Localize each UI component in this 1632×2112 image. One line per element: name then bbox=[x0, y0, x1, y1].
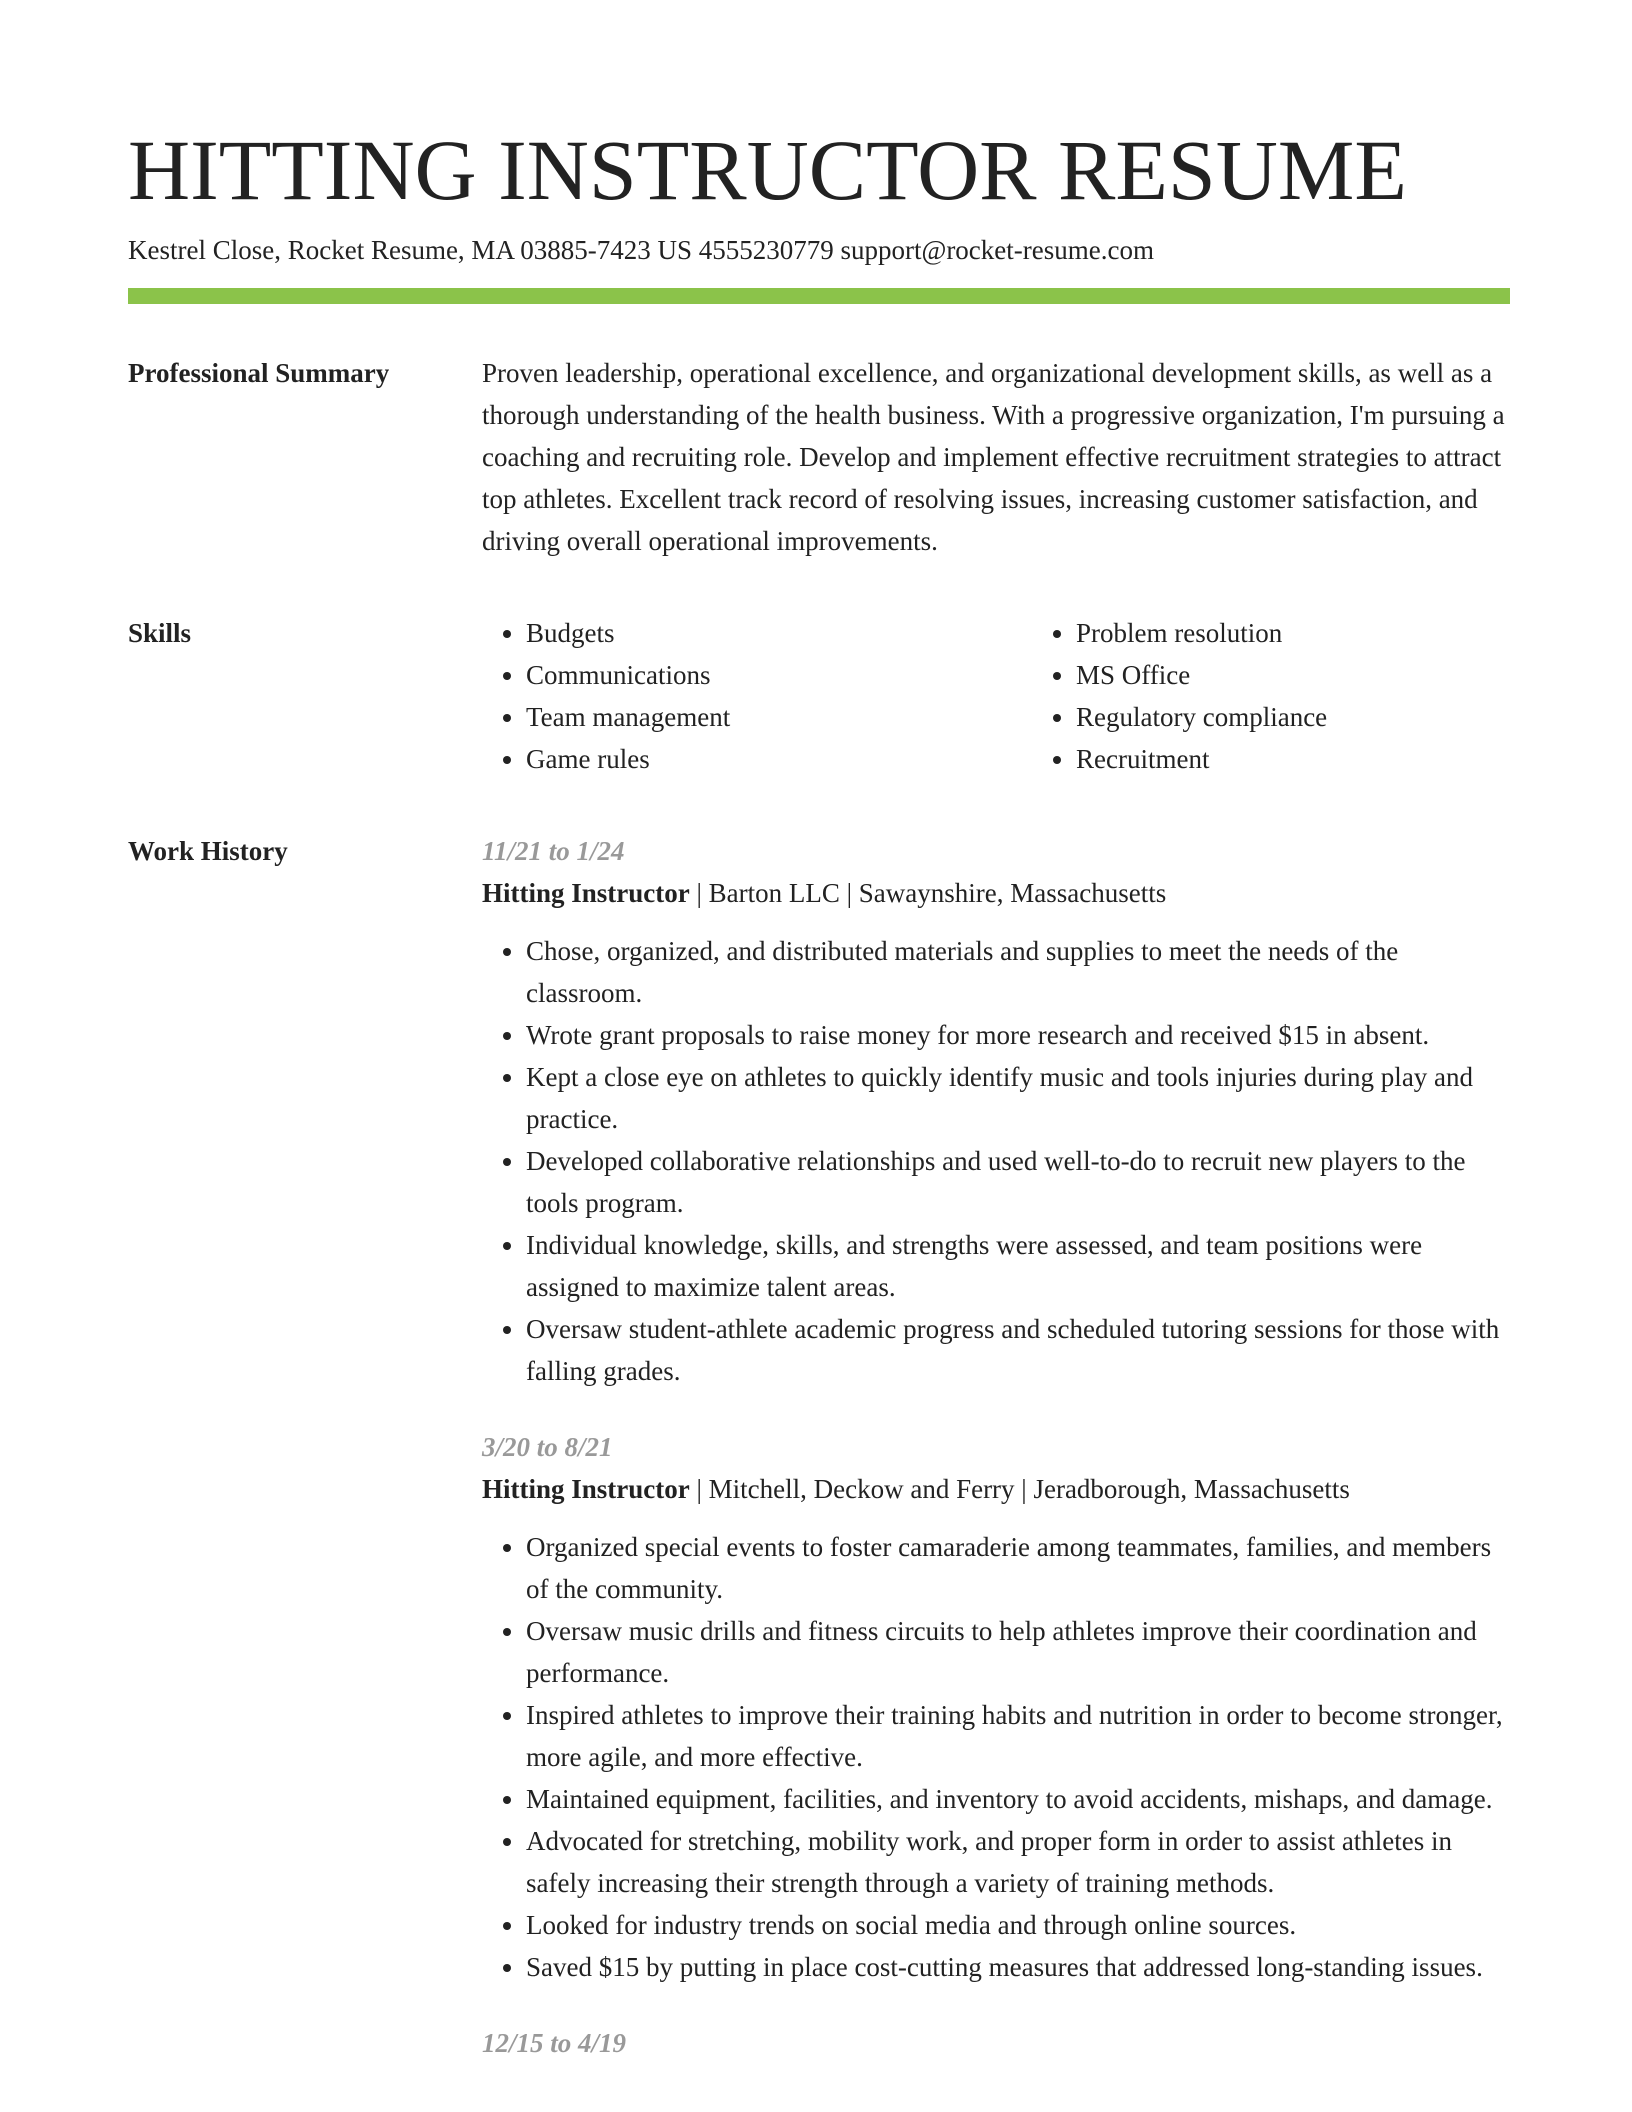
job-heading bbox=[482, 1468, 1510, 1510]
job-entry bbox=[482, 2022, 1510, 2064]
job-bullet: • Advocated for stretching, mobility work, and proper form in order to assist athletes in safely increasing their strength through a variety of training methods. bbox=[526, 1820, 1510, 1904]
job-entry bbox=[482, 1426, 1510, 1988]
resume-page bbox=[128, 118, 1510, 2098]
job-dates: 11/21 to 1/24 bbox=[482, 836, 625, 866]
job-dates: 3/20 to 8/21 bbox=[482, 1432, 613, 1462]
skill-item: • Communications bbox=[526, 654, 1032, 696]
skill-item: • MS Office bbox=[1076, 654, 1582, 696]
job-bullets bbox=[482, 1526, 1510, 1988]
job-bullet: • Maintained equipment, facilities, and inventory to avoid accidents, mishaps, and damage. bbox=[526, 1778, 1510, 1820]
job-title: Hitting Instructor bbox=[482, 878, 690, 908]
job-bullet: • Looked for industry trends on social media and through online sources. bbox=[526, 1904, 1510, 1946]
job-bullet: • Developed collaborative relationships and used well-to-do to recruit new players to the tools program. bbox=[526, 1140, 1510, 1224]
skill-item: • Problem resolution bbox=[1076, 612, 1582, 654]
skill-item: • Team management bbox=[526, 696, 1032, 738]
work-history-section bbox=[128, 830, 1510, 2098]
resume-title: HITTING INSTRUCTOR RESUME bbox=[128, 122, 1407, 218]
summary-label: Professional Summary bbox=[128, 358, 390, 388]
skill-item: • Game rules bbox=[526, 738, 1032, 780]
job-bullet: • Inspired athletes to improve their training habits and nutrition in order to become stronger, more agile, and more effective. bbox=[526, 1694, 1510, 1778]
job-bullet: • Wrote grant proposals to raise money for more research and received $15 in absent. bbox=[526, 1014, 1510, 1056]
skill-item: • Recruitment bbox=[1076, 738, 1582, 780]
job-heading bbox=[482, 872, 1510, 914]
job-entry bbox=[482, 830, 1510, 1392]
skills-column-right bbox=[1032, 612, 1582, 780]
skills-column-left bbox=[482, 612, 1032, 780]
work-history-list bbox=[482, 830, 1510, 2098]
job-bullets bbox=[482, 930, 1510, 1392]
job-bullet: • Kept a close eye on athletes to quickly identify music and tools injuries during play and practice. bbox=[526, 1056, 1510, 1140]
skills-label: Skills bbox=[128, 618, 192, 648]
job-bullet: • Individual knowledge, skills, and strengths were assessed, and team positions were assigned to maximize talent areas. bbox=[526, 1224, 1510, 1308]
summary-text: Proven leadership, operational excellence, and organizational development skills, as well as a thorough understanding of the health business. With a progressive organization, I'm pursuing a coaching and recruiting role. Develop and implement effective recruitment strategies to attract top athletes. Excellent track record of resolving issues, increasing customer satisfaction, and driving overall operational improvements. bbox=[482, 358, 1505, 556]
skills-section bbox=[128, 612, 1510, 780]
job-employer-location: | Barton LLC | Sawaynshire, Massachusetts bbox=[689, 878, 1167, 908]
skill-item: • Regulatory compliance bbox=[1076, 696, 1582, 738]
summary-section bbox=[128, 352, 1510, 562]
job-bullet: • Oversaw student-athlete academic progress and scheduled tutoring sessions for those with falling grades. bbox=[526, 1308, 1510, 1392]
skill-item: • Budgets bbox=[526, 612, 1032, 654]
job-title: Hitting Instructor bbox=[482, 1474, 690, 1504]
work-history-label: Work History bbox=[128, 836, 288, 866]
job-bullet: • Chose, organized, and distributed materials and supplies to meet the needs of the classroom. bbox=[526, 930, 1510, 1014]
job-bullet: • Organized special events to foster camaraderie among teammates, families, and members of the community. bbox=[526, 1526, 1510, 1610]
job-bullet: • Oversaw music drills and fitness circuits to help athletes improve their coordination and performance. bbox=[526, 1610, 1510, 1694]
header-divider bbox=[128, 288, 1510, 304]
contact-line: Kestrel Close, Rocket Resume, MA 03885-7423 US 4555230779 support@rocket-resume.com bbox=[128, 235, 1154, 265]
job-dates: 12/15 to 4/19 bbox=[482, 2028, 627, 2058]
skills-grid bbox=[482, 612, 1582, 780]
job-bullet: • Saved $15 by putting in place cost-cutting measures that addressed long-standing issues. bbox=[526, 1946, 1510, 1988]
job-employer-location: | Mitchell, Deckow and Ferry | Jeradborough, Massachusetts bbox=[689, 1474, 1350, 1504]
